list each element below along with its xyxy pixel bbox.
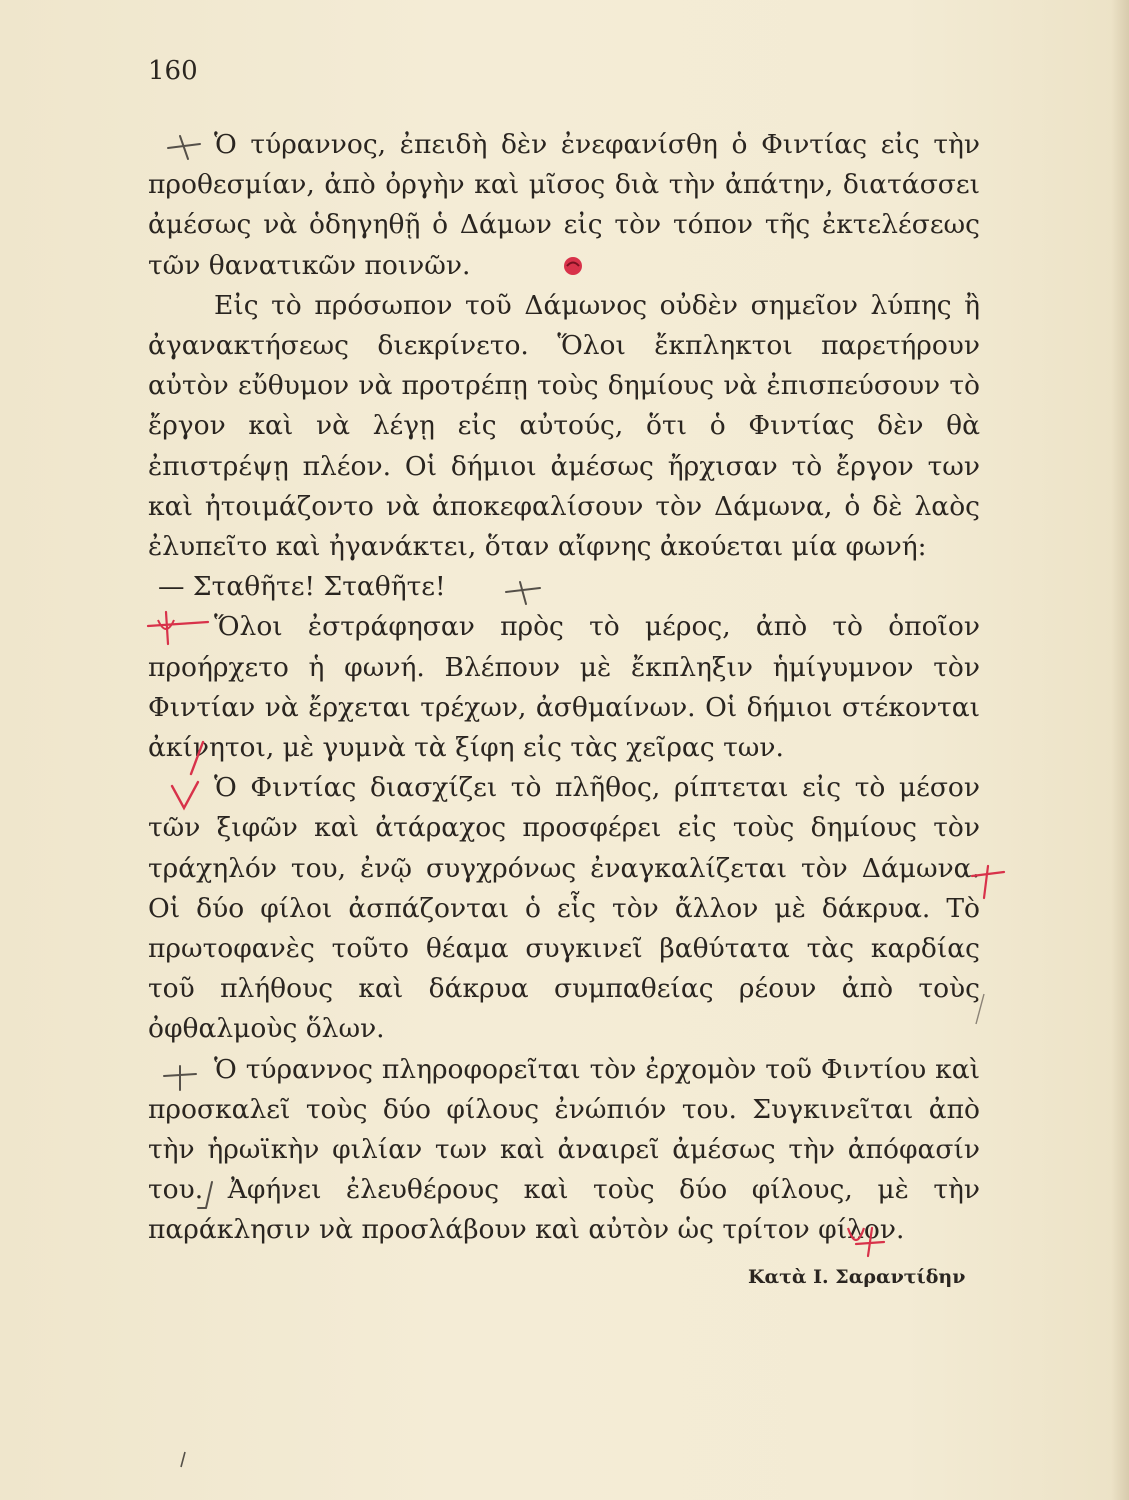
body-text [148,125,980,1251]
attribution: Κατὰ Ι. Σαραντίδην [748,1266,966,1288]
paragraph-2: Εἰς τὸ πρόσωπον τοῦ Δάμωνος οὐδὲν σημεῖον λύπης ἢ ἀγανακτήσεως διεκρίνετο. Ὅλοι ἔκπληκτοι παρετήρουν αὐτὸν εὔθυμον νὰ προτρέπῃ τοὺς δημίους νὰ ἐπισπεύσουν τὸ ἔργον καὶ νὰ λέγῃ εἰς αὐτούς, ὅτι ὁ Φιντίας δὲν θὰ ἐπιστρέψῃ πλέον. Οἱ δήμιοι ἀμέσως ἤρχισαν τὸ ἔργον των καὶ ἠτοιμάζοντο νὰ ἀποκεφαλίσουν τὸν Δάμωνα, ὁ δὲ λαὸς ἐλυπεῖτο καὶ ἠγανάκτει, ὅταν αἴφνης ἀκούεται μία φωνή: [148,289,980,563]
paragraph-4: Ὅλοι ἐστράφησαν πρὸς τὸ μέρος, ἀπὸ τὸ ὁποῖον προήρχετο ἡ φωνή. Βλέπουν μὲ ἔκπληξιν ἡμίγυμνον τὸν Φιντίαν νὰ ἔρχεται τρέχων, ἀσθμαίνων. Οἱ δήμιοι στέκονται ἀκίνητοι, μὲ γυμνὰ τὰ ξίφη εἰς τὰς χεῖρας των. [148,611,980,764]
paragraph-1: Ὁ τύραννος, ἐπειδὴ δὲν ἐνεφανίσθη ὁ Φιντίας εἰς τὴν προθεσμίαν, ἀπὸ ὀργὴν καὶ μῖσος διὰ τὴν ἀπάτην, διατάσσει ἀμέσως νὰ ὁδηγηθῇ ὁ Δάμων εἰς τὸν τόπον τῆς ἐκτελέσεως τῶν θανατικῶν ποινῶν. [148,129,980,281]
paragraph-6: Ὁ τύραννος πληροφορεῖται τὸν ἐρχομὸν τοῦ Φιντίου καὶ προσκαλεῖ τοὺς δύο φίλους ἐνώπιόν του. Συγκινεῖται ἀπὸ τὴν ἡρωϊκὴν φιλίαν των καὶ ἀναιρεῖ ἀμέσως τὴν ἀπόφασίν του. Ἀφήνει ἐλευθέρους καὶ τοὺς δύο φίλους, μὲ τὴν παράκλησιν νὰ προσλάβουν καὶ αὐτὸν ὡς τρίτον φίλον. [148,1053,980,1246]
paragraph-3-exclamation: — Σταθῆτε! Σταθῆτε! [158,571,446,603]
stray-pencil-mark [176,1450,190,1470]
paragraph-5: Ὁ Φιντίας διασχίζει τὸ πλῆθος, ρίπτεται εἰς τὸ μέσον τῶν ξιφῶν καὶ ἀτάραχος προσφέρει εἰς τοὺς δημίους τὸν τράχηλόν του, ἐνῷ συγχρόνως ἐναγκαλίζεται τὸν Δάμωνα. Οἱ δύο φίλοι ἀσπάζονται ὁ εἷς τὸν ἄλλον μὲ δάκρυα. Τὸ πρωτοφανὲς τοῦτο θέαμα συγκινεῖ βαθύτατα τὰς καρδίας τοῦ πλήθους καὶ δάκρυα συμπαθείας ρέουν ἀπὸ τοὺς ὀφθαλμοὺς ὅλων. [148,772,980,1045]
page-number: 160 [148,56,198,86]
